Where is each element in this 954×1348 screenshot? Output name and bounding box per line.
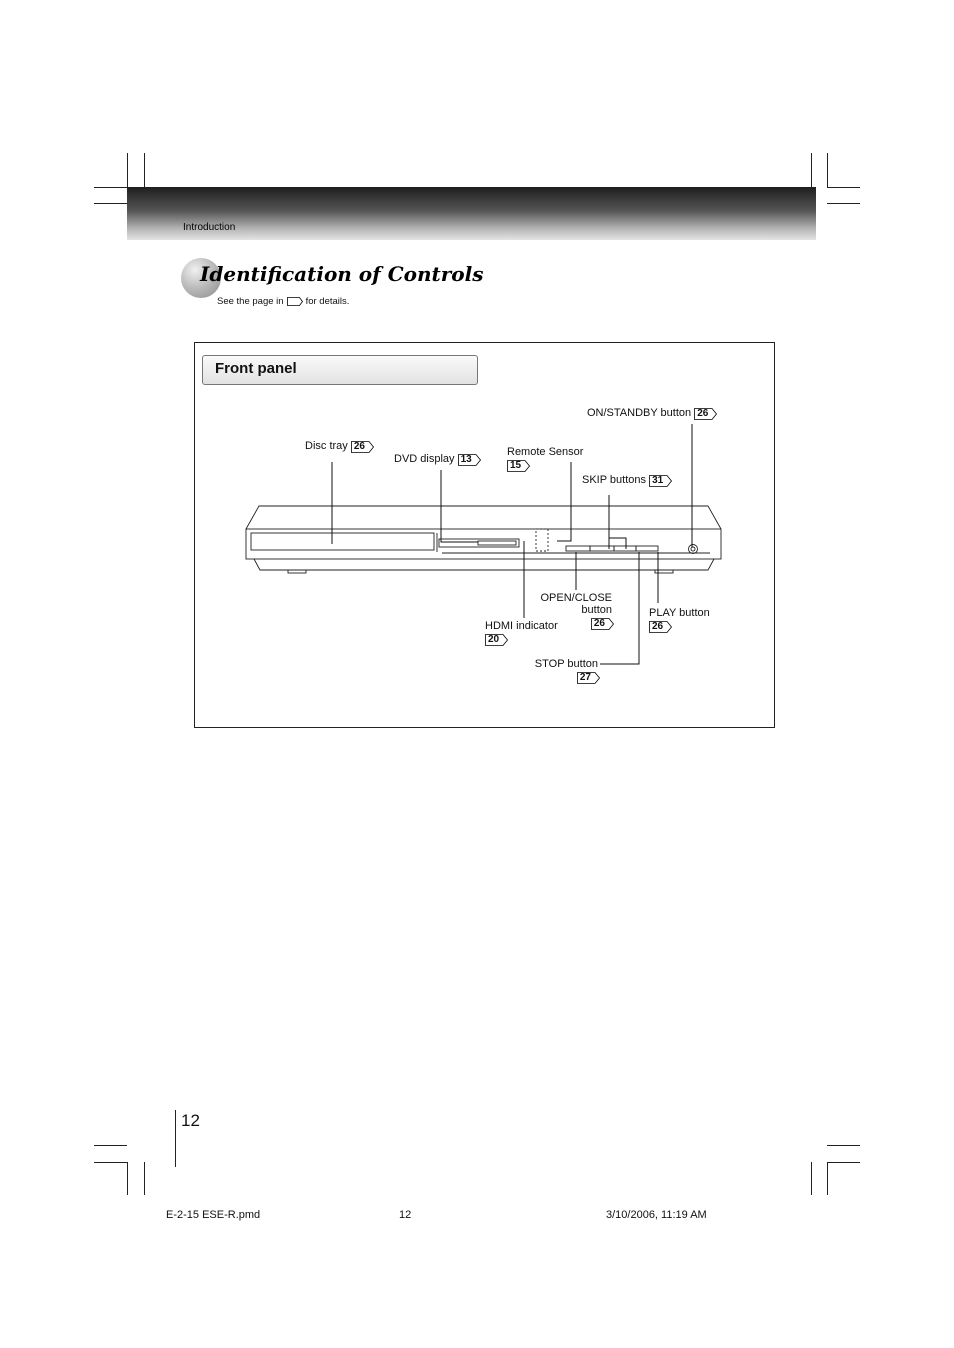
section-label: Introduction <box>183 222 236 233</box>
play-label: PLAY button <box>649 607 710 619</box>
dvd-display-callout <box>394 453 479 466</box>
open-close-label-line1: OPEN/CLOSE <box>540 592 612 604</box>
dvd-display-page: 13 <box>460 454 472 465</box>
remote-sensor-page-ref <box>507 460 528 472</box>
play-page-ref <box>649 621 670 633</box>
skip-label: SKIP buttons <box>582 474 647 486</box>
subtitle-after: for details. <box>305 296 350 307</box>
play-page: 26 <box>652 621 664 632</box>
dvd-display-label: DVD display <box>394 453 455 465</box>
subtitle-before: See the page in <box>217 296 284 307</box>
remote-sensor-label: Remote Sensor <box>507 446 584 458</box>
stop-page-ref <box>577 672 598 684</box>
skip-page: 31 <box>652 475 664 486</box>
disc-tray-page: 26 <box>353 441 365 452</box>
remote-sensor-callout <box>507 446 583 472</box>
skip-callout <box>582 474 670 487</box>
page-number: 12 <box>181 1111 200 1130</box>
footer-timestamp: 3/10/2006, 11:19 AM <box>606 1209 707 1221</box>
page-title: Identification of Controls <box>200 262 484 286</box>
on-standby-page-ref <box>694 408 715 420</box>
stop-callout <box>531 658 598 684</box>
open-close-page: 26 <box>593 618 605 629</box>
on-standby-callout <box>587 407 715 420</box>
on-standby-label: ON/STANDBY button <box>587 407 692 419</box>
skip-page-ref <box>649 475 670 487</box>
hdmi-page: 20 <box>488 634 500 645</box>
hdmi-callout <box>485 620 558 646</box>
open-close-page-ref <box>591 618 612 630</box>
footer-page: 12 <box>399 1209 412 1221</box>
page-number-rule <box>175 1110 176 1167</box>
disc-tray-label: Disc tray <box>305 440 348 452</box>
hdmi-page-ref <box>485 634 506 646</box>
footer-file: E-2-15 ESE-R.pmd <box>166 1209 261 1221</box>
hdmi-label: HDMI indicator <box>485 620 558 632</box>
dvd-display-page-ref <box>458 454 479 466</box>
on-standby-page: 26 <box>697 408 709 419</box>
play-callout <box>649 607 710 633</box>
open-close-label-line2: button <box>581 604 612 616</box>
disc-tray-page-ref <box>351 441 372 453</box>
stop-page: 27 <box>579 672 591 683</box>
disc-tray-callout <box>305 440 372 453</box>
stop-label: STOP button <box>534 658 598 670</box>
remote-sensor-page: 15 <box>510 460 522 471</box>
front-panel-heading: Front panel <box>215 360 297 377</box>
